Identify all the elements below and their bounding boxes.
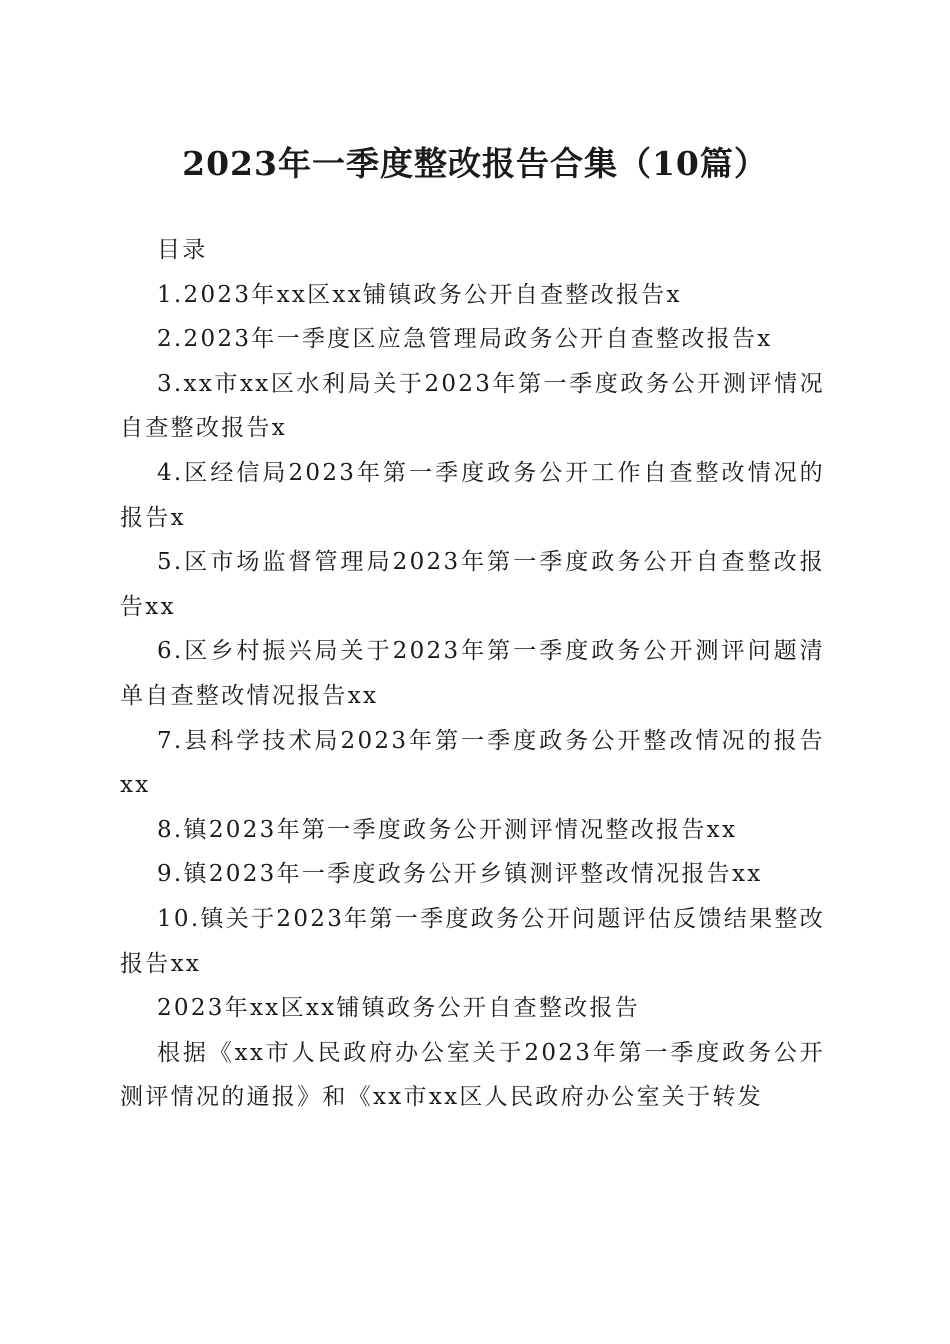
opening-paragraph: 根据《xx市人民政府办公室关于2023年第一季度政务公开测评情况的通报》和《xx市xx区人民政府办公室关于转发	[120, 1039, 825, 1111]
toc-item-3: 3.xx市xx区水利局关于2023年第一季度政务公开测评情况自查整改报告x	[120, 370, 825, 442]
toc-item-9: 9.镇2023年一季度政务公开乡镇测评整改情况报告xx	[157, 861, 763, 888]
toc-item-6: 6.区乡村振兴局关于2023年第一季度政务公开测评问题清单自查整改情况报告xx	[120, 638, 825, 709]
toc-item-10: 10.镇关于2023年第一季度政务公开问题评估反馈结果整改报告xx	[120, 905, 825, 977]
document-title: 2023年一季度整改报告合集（10篇）	[182, 144, 768, 183]
toc-item-4: 4.区经信局2023年第一季度政务公开工作自查整改情况的报告x	[120, 459, 825, 531]
toc-heading: 目录	[157, 237, 208, 263]
toc-item-2: 2.2023年一季度区应急管理局政务公开自查整改报告x	[157, 326, 773, 353]
toc-item-8: 8.镇2023年第一季度政务公开测评情况整改报告xx	[157, 816, 738, 843]
toc-item-5: 5.区市场监督管理局2023年第一季度政务公开自查整改报告xx	[120, 549, 825, 620]
document-body	[120, 228, 825, 1120]
toc-item-7: 7.县科学技术局2023年第一季度政务公开整改情况的报告xx	[120, 727, 825, 799]
toc-item-1: 1.2023年xx区xx铺镇政务公开自查整改报告x	[157, 281, 682, 308]
section-heading: 2023年xx区xx铺镇政务公开自查整改报告	[157, 995, 641, 1022]
